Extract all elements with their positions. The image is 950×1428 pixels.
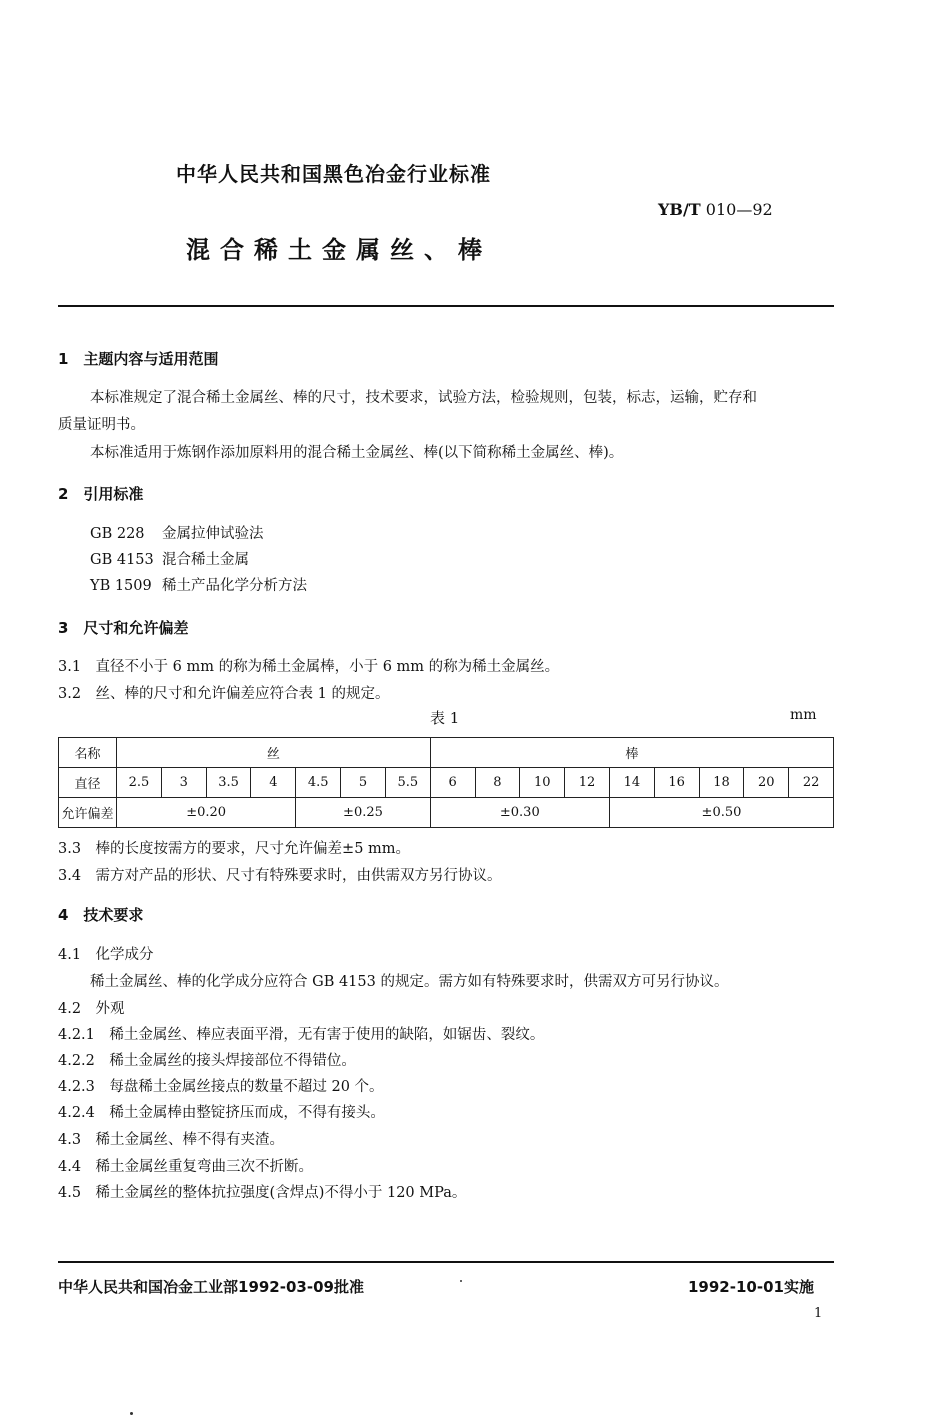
tolerance-cell: ±0.20 [117,798,296,828]
diameter-cell: 18 [699,768,744,798]
dimension-table [58,737,834,828]
table-row-label: 直径 [59,768,117,798]
section-1-paragraph-1-cont: 质量证明书。 [58,417,145,433]
scan-speck [460,1280,462,1282]
wire-header: 丝 [117,738,431,768]
standard-code [658,200,773,219]
rod-header: 棒 [430,738,833,768]
diameter-cell: 20 [744,768,789,798]
section-3-heading: 3 尺寸和允许偏差 [58,619,189,637]
tolerance-cell: ±0.30 [430,798,609,828]
diameter-cell: 10 [520,768,565,798]
section-2-heading: 2 引用标准 [58,485,144,503]
diameter-cell: 3.5 [206,768,251,798]
clause-4-4: 4.4 稀土金属丝重复弯曲三次不折断。 [58,1159,314,1175]
reference-code: YB 1509 [90,578,152,594]
diameter-cell: 4.5 [296,768,341,798]
diameter-cell: 22 [789,768,834,798]
clause-4-2-3: 4.2.3 每盘稀土金属丝接点的数量不超过 20 个。 [58,1079,384,1095]
reference-code: GB 4153 [90,552,154,568]
clause-3-4: 3.4 需方对产品的形状、尺寸有特殊要求时，由供需双方另行协议。 [58,868,502,884]
approval-line: 中华人民共和国冶金工业部1992-03-09批准 [58,1278,364,1296]
clause-3-2: 3.2 丝、棒的尺寸和允许偏差应符合表 1 的规定。 [58,686,390,702]
section-1-paragraph-2: 本标准适用于炼钢作添加原料用的混合稀土金属丝、棒(以下简称稀土金属丝、棒)。 [90,445,624,461]
section-4-heading: 4 技术要求 [58,906,144,924]
footer-divider [58,1261,834,1263]
section-1-heading: 1 主题内容与适用范围 [58,350,219,368]
tolerance-cell: ±0.50 [609,798,833,828]
clause-4-1-text: 稀土金属丝、棒的化学成分应符合 GB 4153 的规定。需方如有特殊要求时，供需双方可另行协议。 [90,974,729,990]
table-row-label: 名称 [59,738,117,768]
standard-code-prefix: YB/T [658,200,701,219]
clause-4-2-4: 4.2.4 稀土金属棒由整锭挤压而成，不得有接头。 [58,1105,385,1121]
diameter-cell: 5 [341,768,386,798]
table-caption: 表 1 [430,709,460,727]
reference-name: 混合稀土金属 [162,552,249,568]
reference-item [90,548,249,569]
diameter-cell: 12 [565,768,610,798]
document-title: 混合稀土金属丝、棒 [186,236,492,264]
diameter-cell: 3 [161,768,206,798]
diameter-cell: 4 [251,768,296,798]
table-unit: mm [790,707,817,723]
clause-4-2: 4.2 外观 [58,1001,125,1017]
clause-3-1: 3.1 直径不小于 6 mm 的称为稀土金属棒，小于 6 mm 的称为稀土金属丝。 [58,659,560,675]
page-number: 1 [814,1306,823,1321]
clause-4-2-1: 4.2.1 稀土金属丝、棒应表面平滑，无有害于使用的缺陷，如锯齿、裂纹。 [58,1027,545,1043]
table-row [59,738,834,768]
diameter-cell: 5.5 [385,768,430,798]
clause-4-3: 4.3 稀土金属丝、棒不得有夹渣。 [58,1132,285,1148]
diameter-cell: 14 [609,768,654,798]
table-row [59,768,834,798]
reference-name: 稀土产品化学分析方法 [162,578,307,594]
clause-4-5: 4.5 稀土金属丝的整体抗拉强度(含焊点)不得小于 120 MPa。 [58,1185,467,1201]
diameter-cell: 2.5 [117,768,162,798]
reference-name: 金属拉伸试验法 [162,526,264,542]
diameter-cell: 16 [654,768,699,798]
clause-4-2-2: 4.2.2 稀土金属丝的接头焊接部位不得错位。 [58,1053,356,1069]
tolerance-cell: ±0.25 [296,798,430,828]
diameter-cell: 8 [475,768,520,798]
clause-3-3: 3.3 棒的长度按需方的要求，尺寸允许偏差±5 mm。 [58,841,411,857]
effective-date: 1992-10-01实施 [688,1278,814,1296]
table-row-label: 允许偏差 [59,798,117,828]
scan-speck [130,1412,133,1415]
table-row [59,798,834,828]
reference-item [90,574,307,595]
reference-item [90,522,264,543]
standard-code-number: 010—92 [705,200,773,219]
standard-category: 中华人民共和国黑色冶金行业标准 [176,162,491,186]
clause-4-1: 4.1 化学成分 [58,947,154,963]
header-divider [58,305,834,307]
reference-code: GB 228 [90,526,145,542]
section-1-paragraph-1: 本标准规定了混合稀土金属丝、棒的尺寸，技术要求，试验方法，检验规则，包装，标志，运输，贮存和 [90,390,757,406]
diameter-cell: 6 [430,768,475,798]
